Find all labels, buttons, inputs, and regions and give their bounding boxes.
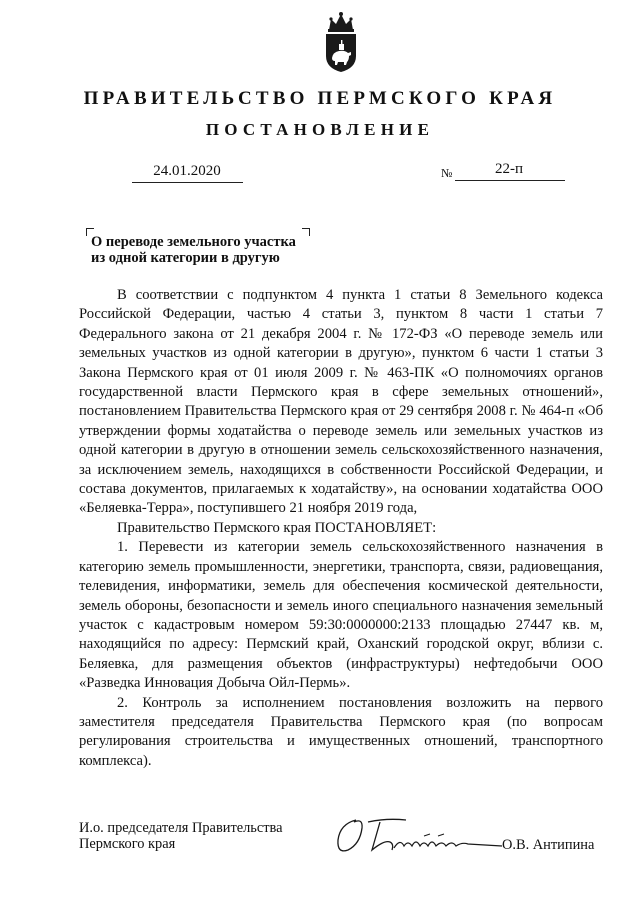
subject-line-2: из одной категории в другую	[91, 250, 280, 266]
document-date: 24.01.2020	[153, 163, 221, 179]
document-subject	[91, 234, 296, 266]
resolution-paragraph: Правительство Пермского края ПОСТАНОВЛЯЕТ:	[117, 519, 437, 536]
clause-1-paragraph: 1. Перевести из категории земель сельскохозяйственного назначения в категорию земель промышленности, энергетики, транспорта, связи, радиовещания, телевидения, информатики, земель для обеспечения космической деятельности, земель обороны, безопасности и земель иного специального назначения земельный участок с кадастровым номером 59:30:0000000:2133 площадью 27447 кв. м, находящийся по адресу: Пермский край, Оханский городской округ, вблизи с. Беляевка, для размещения объектов (инфраструктуры) нефтедобычи ООО «Разведка Инновация Добыча Ойл-Пермь».	[79, 539, 603, 692]
government-title: ПРАВИТЕЛЬСТВО ПЕРМСКОГО КРАЯ	[83, 88, 557, 109]
document-body	[79, 286, 603, 771]
preamble-paragraph: В соответствии с подпунктом 4 пункта 1 статьи 8 Земельного кодекса Российской Федерации, частью 4 статьи 3, пунктом 8 части 1 статьи 7 Федерального закона от 21 декабря 2004 г. № 172-ФЗ «О переводе земель или земельных участков из одной категории в другую», пунктом 6 части 1 статьи 3 Закона Пермского края от 01 июля 2009 г. № 463-ПК «О полномочиях органов государственной власти Пермского края в сфере земельных отношений», постановлением Правительства Пермского края от 29 сентября 2008 г. № 464-п «Об утверждении формы ходатайства о переводе земель или земельных участков из одной категории в другую в отношении земель сельскохозяйственного назначения, за исключением земель, находящихся в собственности Российской Федерации, и состава документов, прилагаемых к ходатайству», на основании ходатайства ООО «Беляевка-Терра», поступившего 21 ноября 2019 года,	[79, 287, 603, 517]
document-number: 22-п	[494, 161, 524, 177]
number-label: №	[441, 166, 453, 180]
coat-of-arms-icon	[321, 10, 361, 74]
number-underline	[455, 180, 565, 181]
signatory-position	[79, 820, 283, 852]
signatory-position-line-2: Пермского края	[79, 836, 176, 852]
document-type: ПОСТАНОВЛЕНИЕ	[205, 120, 435, 139]
signatory-name: О.В. Антипина	[502, 837, 595, 853]
date-underline	[132, 182, 243, 183]
handwritten-signature-icon	[334, 810, 514, 858]
clause-2-paragraph: 2. Контроль за исполнением постановления возложить на первого заместителя председателя Правительства Пермского края (по вопросам регулирования строительства и имущественных отношений, транспортного комплекса).	[79, 694, 603, 769]
subject-line-1: О переводе земельного участка	[91, 234, 296, 250]
signatory-position-line-1: И.о. председателя Правительства	[79, 820, 283, 836]
subject-bracket-right	[302, 228, 310, 236]
